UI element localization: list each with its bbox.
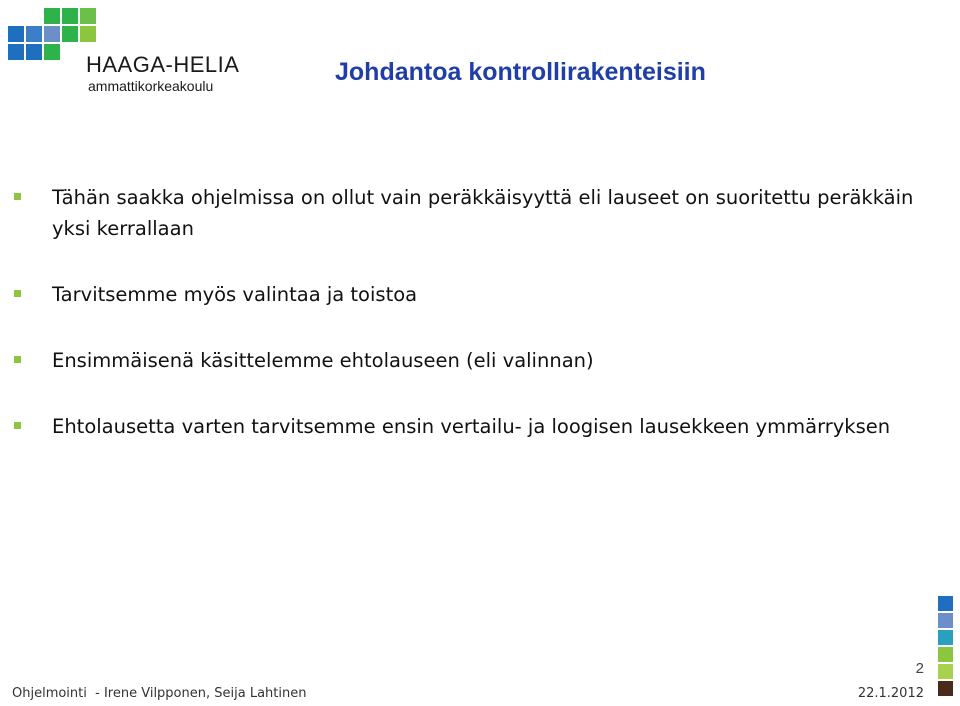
logo-name: HAAGA-HELIA bbox=[86, 52, 240, 77]
haaga-helia-logo bbox=[8, 6, 248, 96]
bullet-square-icon bbox=[14, 422, 21, 429]
bullet-square-icon bbox=[14, 290, 21, 297]
bullet-text: Ehtolausetta varten tarvitsemme ensin vertailu- ja loogisen lausekkeen ymmärryksen bbox=[52, 415, 891, 438]
bullet-square-icon bbox=[14, 193, 21, 200]
bullet-text: Ensimmäisenä käsittelemme ehtolauseen (eli valinnan) bbox=[52, 349, 594, 372]
logo-square-icon bbox=[80, 8, 96, 24]
logo-square-icon bbox=[8, 44, 24, 60]
decoration-square-icon bbox=[938, 647, 953, 662]
footer-date: 22.1.2012 bbox=[857, 686, 924, 701]
logo-square-icon bbox=[62, 26, 78, 42]
bullet-text: Tähän saakka ohjelmissa on ollut vain peräkkäisyyttä eli lauseet on suoritettu peräkkäin yksi kerrallaan bbox=[52, 186, 914, 240]
bullet-item bbox=[14, 411, 914, 442]
decoration-square-icon bbox=[938, 664, 953, 679]
decoration-squares bbox=[938, 596, 956, 698]
logo-square-icon bbox=[26, 44, 42, 60]
logo-square-icon bbox=[26, 26, 42, 42]
decoration-square-icon bbox=[938, 596, 953, 611]
logo-square-icon bbox=[8, 26, 24, 42]
logo-square-icon bbox=[44, 44, 60, 60]
bullet-item bbox=[14, 345, 914, 376]
logo-subtitle: ammattikorkeakoulu bbox=[88, 78, 214, 94]
slide-title: Johdantoa kontrollirakenteisiin bbox=[335, 58, 706, 86]
bullet-square-icon bbox=[14, 356, 21, 363]
decoration-square-icon bbox=[938, 681, 953, 696]
bullet-text: Tarvitsemme myös valintaa ja toistoa bbox=[52, 283, 418, 306]
bullet-item bbox=[14, 279, 914, 310]
page-number: 2 bbox=[915, 660, 924, 677]
bullet-item bbox=[14, 182, 914, 244]
decoration-square-icon bbox=[938, 613, 953, 628]
logo-square-icon bbox=[62, 8, 78, 24]
logo-square-icon bbox=[80, 26, 96, 42]
logo-square-icon bbox=[44, 26, 60, 42]
footer-course-authors: Ohjelmointi - Irene Vilpponen, Seija Lahtinen bbox=[12, 686, 307, 701]
bullet-list bbox=[14, 182, 914, 442]
decoration-square-icon bbox=[938, 630, 953, 645]
logo-square-icon bbox=[44, 8, 60, 24]
